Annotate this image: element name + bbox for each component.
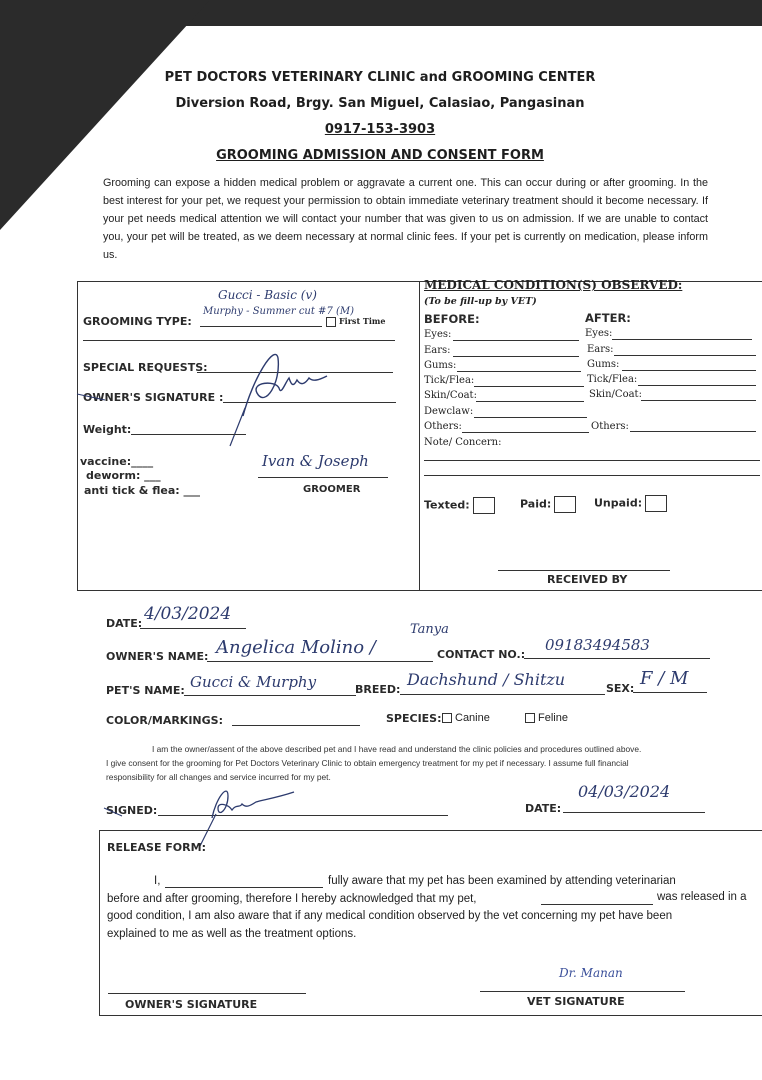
pet-name-value: Gucci & Murphy: [190, 673, 317, 691]
contact-label: CONTACT NO.:: [437, 648, 526, 661]
form-title: GROOMING ADMISSION AND CONSENT FORM: [216, 148, 544, 163]
after-tick-line: [638, 385, 756, 386]
before-others-label: Others:: [424, 421, 462, 432]
color-markings-line: [232, 725, 360, 726]
after-skin-line: [641, 400, 756, 401]
color-markings-label: COLOR/MARKINGS:: [106, 714, 223, 727]
after-ears-label: Ears:: [587, 344, 614, 355]
after-skin-label: Skin/Coat:: [589, 389, 642, 400]
vet-signature-value: Dr. Manan: [559, 966, 623, 980]
species-label: SPECIES:: [386, 712, 442, 725]
after-others-label: Others:: [591, 421, 629, 432]
date-value: 4/03/2024: [144, 604, 232, 624]
first-time-checkbox[interactable]: [326, 317, 336, 327]
note-line-2: [424, 475, 760, 476]
before-dewclaw-line: [474, 417, 587, 418]
intro-paragraph: Grooming can expose a hidden medical problem or aggravate a current one. This can occur during or after grooming. In the best interest for your pet, we request your permission to obtain immediate veterinary treatment should it become necessary. If your pet needs medical attention we will contact your number that was given to us on admission. If we are unable to contact you, your pet will be treated, as we deem necessary at normal clinic fees. If your pet is currently on medication, please inform us.: [103, 177, 708, 261]
grooming-type-handwriting-top: Gucci - Basic (v): [218, 288, 317, 302]
before-others-line: [462, 432, 589, 433]
owner-release-signature-label: OWNER'S SIGNATURE: [125, 998, 258, 1011]
release-box: [99, 830, 762, 1016]
after-ears-line: [614, 355, 756, 356]
release-text-e: explained to me as well as the treatment options.: [107, 928, 357, 940]
species-feline-option[interactable]: [525, 712, 568, 724]
note-line-1: [424, 460, 760, 461]
after-label: AFTER:: [585, 311, 631, 325]
breed-line: [400, 694, 605, 695]
unpaid-option[interactable]: [594, 495, 667, 512]
release-text-a: fully aware that my pet has been examined by attending veterinarian: [328, 875, 676, 887]
after-gums-line: [622, 370, 756, 371]
release-text-c: was released in a: [657, 891, 747, 903]
before-gums-label: Gums:: [424, 360, 457, 371]
received-by-line: [498, 570, 670, 571]
deworm-label: deworm: ___: [86, 469, 161, 482]
grooming-type-label: GROOMING TYPE:: [83, 315, 192, 328]
before-label: BEFORE:: [424, 312, 480, 326]
release-text-d: good condition, I am also aware that if any medical condition observed by the vet concerning my pet have been: [107, 910, 673, 922]
grooming-type-line: [200, 326, 322, 327]
before-ears-label: Ears:: [424, 345, 451, 356]
paid-checkbox[interactable]: [554, 496, 576, 513]
vet-signature-label: VET SIGNATURE: [527, 995, 625, 1008]
species-canine-option[interactable]: [442, 712, 490, 724]
paid-option[interactable]: [520, 496, 576, 513]
owner-name-extra: Tanya: [410, 622, 449, 637]
before-gums-line: [457, 371, 581, 372]
special-requests-label: SPECIAL REQUESTS:: [83, 361, 208, 374]
sex-line: [633, 692, 707, 693]
before-eyes-line: [453, 340, 579, 341]
vaccine-label: vaccine:____: [80, 455, 154, 468]
medical-title: MEDICAL CONDITION(S) OBSERVED:: [424, 278, 683, 292]
owner-name-value: Angelica Molino /: [216, 637, 376, 658]
before-skin-label: Skin/Coat:: [424, 390, 477, 401]
after-others-line: [630, 431, 756, 432]
date2-value: 04/03/2024: [578, 782, 671, 801]
breed-value: Dachshund / Shitzu: [407, 670, 566, 689]
pet-name-line: [184, 695, 356, 696]
note-label: Note/ Concern:: [424, 437, 502, 448]
weight-label: Weight:: [83, 423, 132, 436]
feline-checkbox[interactable]: [525, 713, 535, 723]
release-title: RELEASE FORM:: [107, 841, 206, 854]
after-eyes-line: [612, 339, 752, 340]
clinic-name: PET DOCTORS VETERINARY CLINIC and GROOMING CENTER: [164, 70, 596, 85]
sex-value: F / M: [640, 668, 689, 689]
received-by-label: RECEIVED BY: [547, 573, 628, 586]
before-dewclaw-label: Dewclaw:: [424, 406, 474, 417]
groomer-name-value: Ivan & Joseph: [262, 452, 369, 470]
unpaid-checkbox[interactable]: [645, 495, 667, 512]
texted-label: Texted:: [424, 498, 470, 512]
before-ears-line: [453, 356, 579, 357]
weight-line: [131, 434, 246, 435]
texted-option[interactable]: [424, 497, 495, 514]
contact-line: [524, 658, 710, 659]
first-time-option[interactable]: [326, 316, 385, 327]
owner-release-signature-line: [108, 993, 306, 994]
signed-label: SIGNED:: [106, 804, 158, 817]
anti-tick-label: anti tick & flea: ___: [84, 484, 200, 497]
groomer-line: [258, 477, 388, 478]
release-text-b: before and after grooming, therefore I hereby acknowledged that my pet,: [107, 893, 477, 905]
after-gums-label: Gums:: [587, 359, 620, 370]
grooming-type-value: Murphy - Summer cut #7 (M): [203, 306, 355, 317]
release-pet-line: [541, 904, 653, 905]
after-eyes-label: Eyes:: [585, 328, 613, 339]
first-time-label: First Time: [339, 316, 386, 326]
contact-value: 09183494583: [545, 636, 650, 654]
date2-label: DATE:: [525, 802, 562, 815]
owner-name-label: OWNER'S NAME:: [106, 650, 209, 663]
before-eyes-label: Eyes:: [424, 329, 452, 340]
canine-checkbox[interactable]: [442, 713, 452, 723]
owner-name-line: [207, 661, 433, 662]
date-label: DATE:: [106, 617, 143, 630]
release-i-label: I,: [154, 875, 161, 887]
medical-subtitle: (To be fill-up by VET): [424, 296, 537, 307]
date2-line: [563, 812, 705, 813]
consent-line-1: I am the owner/assent of the above described pet and I have read and understand the clinic policies and procedures outlined above.: [152, 744, 642, 754]
owner-signature-label: OWNER'S SIGNATURE :: [83, 391, 224, 404]
texted-checkbox[interactable]: [473, 497, 495, 514]
clinic-address: Diversion Road, Brgy. San Miguel, Calasiao, Pangasinan: [175, 96, 585, 111]
consent-line-2: I give consent for the grooming for Pet Doctors Veterinary Clinic to obtain emergency treatment for my pet if necessary. I assume full financial: [106, 758, 629, 768]
pet-name-label: PET'S NAME:: [106, 684, 185, 697]
groomer-label: GROOMER: [303, 484, 361, 495]
date-line: [140, 628, 246, 629]
consent-line-3: responsibility for all changes and service incurred for my pet.: [106, 772, 331, 782]
before-tick-label: Tick/Flea:: [424, 375, 475, 386]
release-name-line: [165, 887, 323, 888]
before-tick-line: [474, 386, 584, 387]
canine-label: Canine: [455, 712, 490, 724]
sex-label: SEX:: [606, 682, 635, 695]
unpaid-label: Unpaid:: [594, 496, 643, 510]
clinic-phone: 0917-153-3903: [324, 122, 436, 137]
paid-label: Paid:: [520, 497, 552, 511]
feline-label: Feline: [538, 712, 568, 724]
after-tick-label: Tick/Flea:: [587, 374, 638, 385]
breed-label: BREED:: [355, 683, 401, 696]
before-skin-line: [476, 401, 584, 402]
vet-signature-line: [480, 991, 685, 992]
